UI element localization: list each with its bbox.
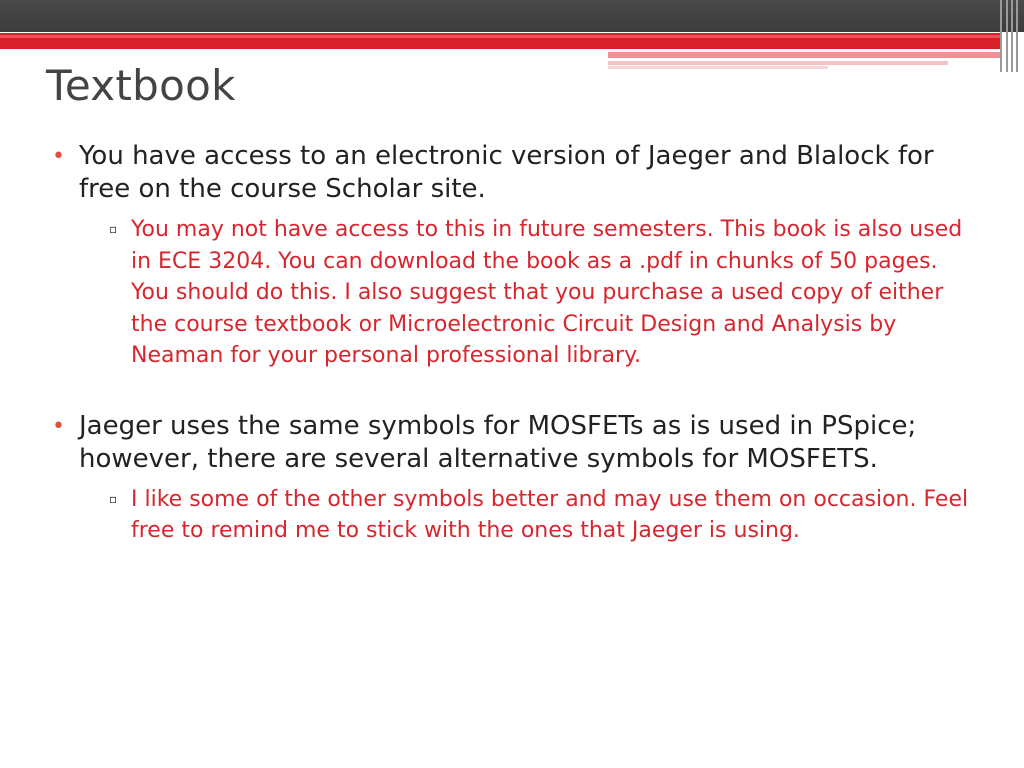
- top-banner: [0, 0, 1024, 32]
- bullet-dot-icon: •: [52, 413, 65, 439]
- red-accent-highlight: [0, 35, 1000, 38]
- pink-accent-strip: [608, 61, 948, 65]
- bullet-dot-icon: •: [52, 144, 65, 169]
- bullet-text: You have access to an electronic version of Jaeger and Blalock for free on the course Scholar site.: [79, 141, 934, 204]
- slide-title: Textbook: [46, 61, 236, 110]
- square-bullet-icon: ▫: [109, 222, 118, 236]
- sub-bullet-text: I like some of the other symbols better and may use them on occasion. Feel free to remind me to stick with the ones that Jaeger is using.: [131, 486, 969, 543]
- decorative-vertical-lines: [994, 0, 1024, 72]
- sub-bullet-item: [109, 214, 981, 372]
- bullet-item: [50, 140, 980, 206]
- slide-body: [50, 140, 980, 547]
- square-bullet-icon: ▫: [109, 491, 118, 506]
- bullet-item: [50, 410, 980, 476]
- pink-accent-strip: [608, 52, 1000, 58]
- sub-bullet-item: [109, 484, 981, 547]
- sub-bullet-text: You may not have access to this in future semesters. This book is also used in ECE 3204. You can download the book as a .pdf in chunks of 50 pages. You should do this. I also suggest that you purchase a used copy of either the course textbook or Microelectronic Circuit Design and Analysis by Neaman for your personal professional library.: [131, 217, 963, 368]
- bullet-text: Jaeger uses the same symbols for MOSFETs as is used in PSpice; however, there are several alternative symbols for MOSFETS.: [79, 410, 917, 474]
- pink-accent-strip: [608, 66, 828, 69]
